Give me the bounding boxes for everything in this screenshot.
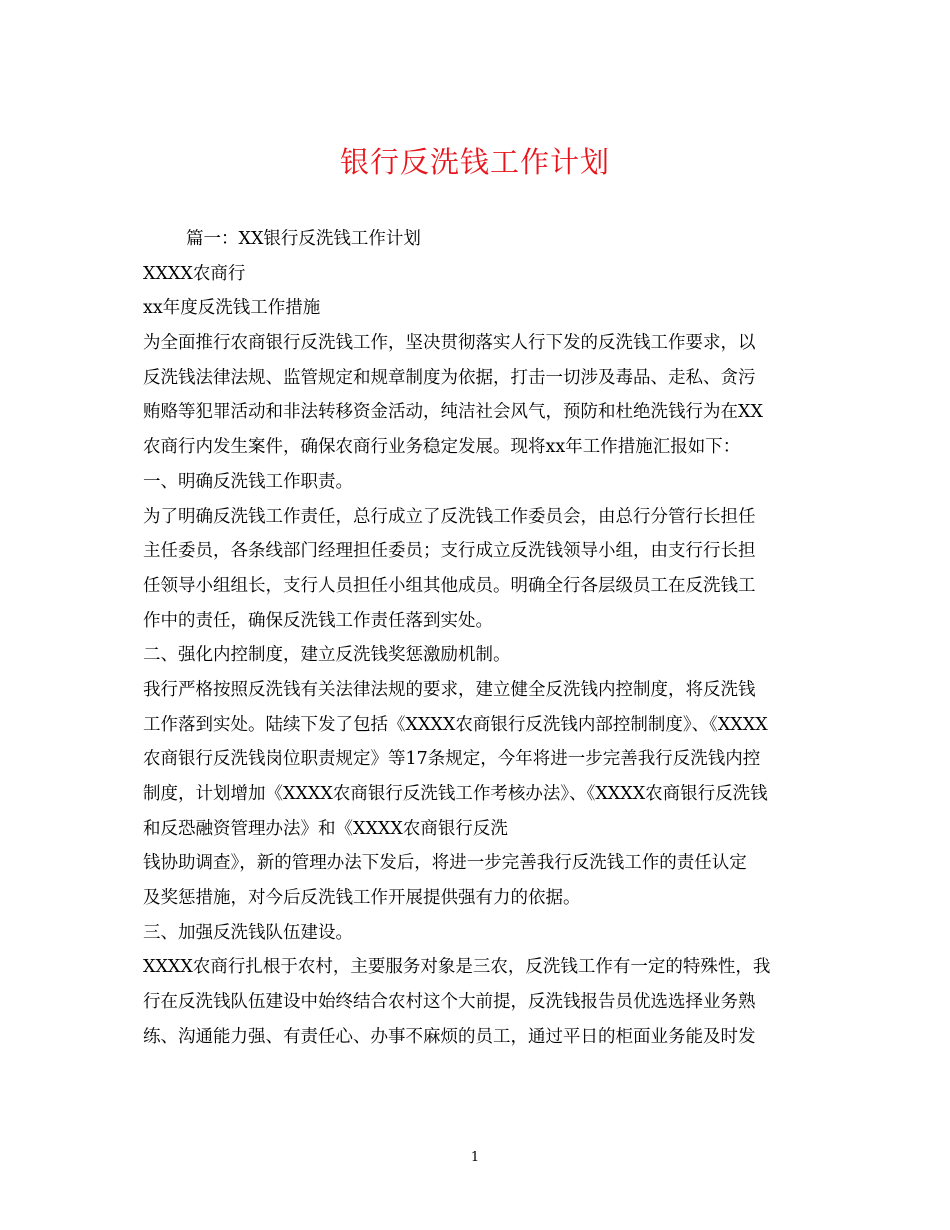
text-line: XXXX农商行 <box>143 263 246 284</box>
section-heading: 一、明确反洗钱工作职责。 <box>143 471 353 492</box>
text-line: 主任委员，各条线部门经理担任委员；支行成立反洗钱领导小组，由支行行长担 <box>143 541 756 562</box>
page-number: 1 <box>470 1150 480 1165</box>
text-line: 制度，计划增加《XXXX农商银行反洗钱工作考核办法》、《XXXX农商银行反洗钱 <box>143 784 768 804</box>
text-line: xx年度反洗钱工作措施 <box>143 298 321 319</box>
section-heading: 二、强化内控制度，建立反洗钱奖惩激励机制。 <box>143 645 511 666</box>
document-body <box>143 222 808 1055</box>
text-line: 作中的责任，确保反洗钱工作责任落到实处。 <box>143 610 493 631</box>
text-line: 钱协助调查》，新的管理办法下发后，将进一步完善我行反洗钱工作的责任认定 <box>143 853 747 874</box>
text-line: 为了明确反洗钱工作责任，总行成立了反洗钱工作委员会，由总行分管行长担任 <box>143 506 756 527</box>
text-line: 练、沟通能力强、有责任心、办事不麻烦的员工，通过平日的柜面业务能及时发 <box>143 1026 756 1047</box>
text-line: 和反恐融资管理办法》和《XXXX农商银行反洗 <box>143 818 508 839</box>
text-line: 及奖惩措施，对今后反洗钱工作开展提供强有力的依据。 <box>143 888 581 909</box>
text-line: 反洗钱法律法规、监管规定和规章制度为依据，打击一切涉及毒品、走私、贪污 <box>143 367 756 388</box>
text-line: 篇一：XX银行反洗钱工作计划 <box>186 229 421 249</box>
text-line: 任领导小组组长，支行人员担任小组其他成员。明确全行各层级员工在反洗钱工 <box>143 575 756 596</box>
text-line: 工作落到实处。陆续下发了包括《XXXX农商银行反洗钱内部控制制度》、《XXXX <box>143 714 768 735</box>
text-line: 为全面推行农商银行反洗钱工作，坚决贯彻落实人行下发的反洗钱工作要求，以 <box>143 333 756 354</box>
section-heading: 三、加强反洗钱队伍建设。 <box>143 922 353 943</box>
text-line: 贿赂等犯罪活动和非法转移资金活动，纯洁社会风气，预防和杜绝洗钱行为在XX <box>143 402 763 423</box>
text-line: 农商银行反洗钱岗位职责规定》等17条规定，今年将进一步完善我行反洗钱内控 <box>143 749 761 770</box>
text-line: XXXX农商行扎根于农村，主要服务对象是三农，反洗钱工作有一定的特殊性，我 <box>143 957 771 978</box>
text-line: 农商行内发生案件，确保农商行业务稳定发展。现将xx年工作措施汇报如下： <box>143 437 741 458</box>
text-line: 我行严格按照反洗钱有关法律法规的要求，建立健全反洗钱内控制度，将反洗钱 <box>143 679 756 700</box>
document-title: 银行反洗钱工作计划 <box>339 145 610 179</box>
text-line: 行在反洗钱队伍建设中始终结合农村这个大前提，反洗钱报告员优选选择业务熟 <box>143 992 756 1013</box>
